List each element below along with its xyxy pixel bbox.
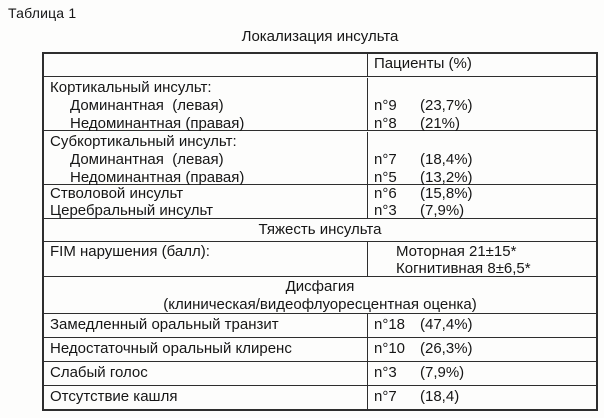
table-row-stem-cerebral [44,184,596,218]
patient-count: n°7 [374,388,397,405]
section-title-block [44,278,596,313]
row-label: Слабый голос [44,362,368,385]
patient-count: n°5 [374,169,397,186]
header-patients-cell: Пациенты (%) [374,55,472,72]
table-row-oral-transit [44,313,596,337]
table-caption: Таблица 1 [8,5,77,21]
patient-count: n°3 [374,202,397,219]
patient-count: n°8 [374,115,397,132]
empty-line [374,79,596,97]
patient-percent: (26,3%) [420,340,473,357]
row-label: Замедленный оральный транзит [44,314,368,337]
value-line [374,97,596,115]
section-header-severity [44,218,596,241]
row-label: Недоминантная (правая) [70,115,245,132]
row-values [368,362,596,385]
fim-motor-score: Моторная 21±15* [396,243,517,260]
cortical-values-cell [368,78,596,130]
row-label: Доминантная (левая) [70,151,224,168]
section-title: Тяжесть инсульта [258,221,382,238]
row-label: Недоминантная (правая) [70,169,245,186]
cortical-labels-cell [44,78,368,130]
table-title: Локализация инсульта [241,28,399,45]
row-values [368,386,596,409]
fim-cognitive-score: Когнитивная 8±6,5* [396,260,531,277]
patient-count: n°3 [374,364,397,381]
table-row-fim [44,241,596,276]
stem-labels-cell [44,185,368,218]
patient-count: n°18 [374,316,406,333]
row-label: Кортикальный инсульт: [50,79,212,96]
header-empty-cell [44,54,368,76]
table-row-oral-clearance [44,337,596,361]
row-label: FIM нарушения (балл): [50,243,210,260]
value-line [374,202,596,219]
fim-values-cell [368,242,596,276]
stroke-localization-table [42,52,598,411]
patient-percent: (18,4%) [420,151,473,168]
table-row-cortical [44,76,596,130]
stem-values-cell [368,185,596,218]
section-header-dysphagia [44,276,596,313]
subcortical-values-cell [368,132,596,184]
fim-label-cell [44,242,368,276]
patient-percent: (7,9%) [420,202,465,219]
section-title: Дисфагия [285,278,355,295]
table-row-absent-cough [44,385,596,409]
patient-percent: (47,4%) [420,316,473,333]
patient-percent: (18,4) [420,388,460,405]
patient-count: n°7 [374,151,397,168]
patient-percent: (21%) [420,115,461,132]
row-values [368,338,596,361]
row-label: Доминантная (левая) [70,97,224,114]
patient-percent: (7,9%) [420,364,465,381]
table-header-row [44,54,596,76]
patient-count: n°9 [374,97,397,114]
patient-percent: (13,2%) [420,169,473,186]
patient-percent: (23,7%) [420,97,473,114]
patient-count: n°6 [374,185,397,202]
patient-count: n°10 [374,340,406,357]
row-label: Субкортикальный инсульт: [50,133,237,150]
row-label: Недостаточный оральный клиренс [44,338,368,361]
value-line [374,151,596,169]
row-label: Стволовой инсульт [50,185,184,202]
table-row-weak-voice [44,361,596,385]
patient-percent: (15,8%) [420,185,473,202]
row-label: Отсутствие кашля [44,386,368,409]
section-subtitle: (клиническая/видеофлуоресцентная оценка) [163,296,477,313]
empty-line [374,133,596,151]
table-row-subcortical [44,130,596,184]
value-line [374,115,596,133]
value-line [374,185,596,202]
row-values [368,314,596,337]
subcortical-labels-cell [44,132,368,184]
row-label: Церебральный инсульт [50,202,214,219]
